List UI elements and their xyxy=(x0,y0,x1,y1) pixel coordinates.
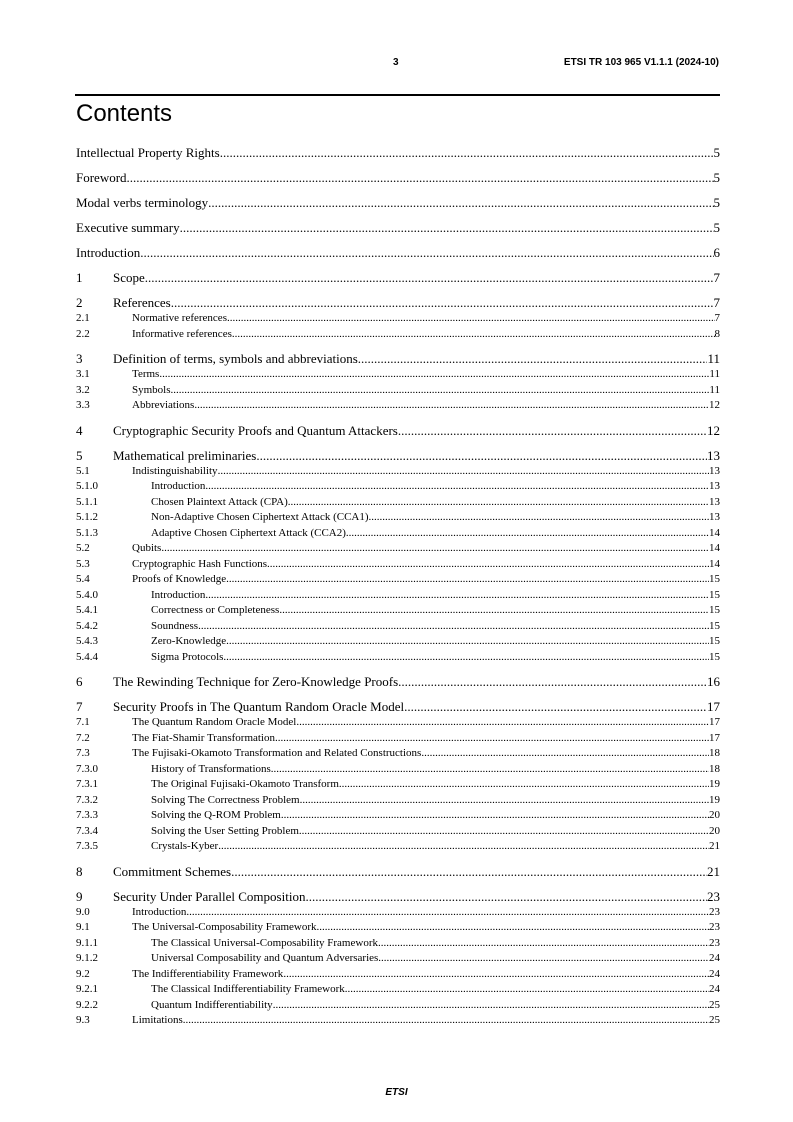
toc-entry-number: 5 xyxy=(76,447,83,463)
toc-entry-page[interactable]: 13 xyxy=(709,464,720,477)
toc-entry-page[interactable]: 21 xyxy=(709,840,720,852)
toc-entry[interactable] xyxy=(76,824,720,840)
toc-entry[interactable] xyxy=(76,889,720,905)
toc-entry-title[interactable]: Solving The Correctness Problem xyxy=(151,793,300,806)
dot-leader xyxy=(267,557,709,573)
dot-leader xyxy=(159,367,709,383)
toc-entry[interactable] xyxy=(76,746,720,762)
dot-leader xyxy=(281,808,709,824)
dot-leader xyxy=(161,541,709,557)
toc-entry-title[interactable]: Non-Adaptive Chosen Ciphertext Attack (CCA1) xyxy=(151,511,369,523)
toc-entry-page[interactable]: 13 xyxy=(709,480,720,492)
toc-entry-number: 5.1 xyxy=(76,464,90,477)
toc-entry-page[interactable]: 8 xyxy=(714,327,720,340)
toc-entry[interactable] xyxy=(76,998,720,1014)
toc-entry-page[interactable]: 13 xyxy=(709,495,720,508)
toc-entry-number: 7.3.4 xyxy=(76,824,98,837)
toc-entry[interactable] xyxy=(76,495,720,511)
toc-entry-number: 7.3.2 xyxy=(76,793,98,806)
document-id: ETSI TR 103 965 V1.1.1 (2024-10) xyxy=(563,57,719,68)
dot-leader xyxy=(339,777,709,793)
toc-entry-page[interactable]: 11 xyxy=(709,383,720,396)
toc-entry-page[interactable]: 15 xyxy=(709,635,720,647)
toc-entry-number: 9.2.1 xyxy=(76,983,98,995)
toc-entry-title[interactable]: Crystals-Kyber xyxy=(151,840,219,852)
toc-entry[interactable] xyxy=(76,270,720,286)
dot-leader xyxy=(317,920,709,936)
toc-entry-title[interactable]: Introduction xyxy=(151,588,206,601)
toc-entry-number: 7.2 xyxy=(76,731,90,744)
toc-entry-page[interactable]: 12 xyxy=(707,422,720,438)
dot-leader xyxy=(299,824,709,840)
toc-entry[interactable] xyxy=(76,351,720,367)
toc-entry-page[interactable]: 23 xyxy=(709,921,720,933)
toc-entry[interactable] xyxy=(76,650,720,666)
toc-entry-page[interactable]: 24 xyxy=(709,952,720,964)
toc-entry-title[interactable]: Terms xyxy=(132,368,160,380)
toc-entry-page[interactable]: 14 xyxy=(709,526,720,539)
toc-entry[interactable] xyxy=(76,295,720,311)
toc-entry[interactable] xyxy=(76,619,720,635)
toc-entry-number: 5.4.3 xyxy=(76,635,98,647)
dot-leader xyxy=(220,145,714,161)
dot-leader xyxy=(231,864,707,880)
toc-entry[interactable] xyxy=(76,220,720,236)
toc-entry-number: 5.4.4 xyxy=(76,650,98,663)
toc-entry[interactable] xyxy=(76,674,720,690)
toc-entry-page[interactable]: 25 xyxy=(709,1014,720,1026)
toc-entry-number: 9.1 xyxy=(76,921,90,933)
toc-entry-page[interactable]: 17 xyxy=(709,731,720,744)
toc-entry-title[interactable]: Definition of terms, symbols and abbreviations xyxy=(113,351,358,366)
toc-entry[interactable] xyxy=(76,967,720,983)
toc-entry-title[interactable]: Security Proofs in The Quantum Random Oracle Model xyxy=(113,699,405,714)
dot-leader xyxy=(232,327,715,343)
toc-entry-title[interactable]: Adaptive Chosen Ciphertext Attack (CCA2) xyxy=(151,526,346,539)
page-title: Contents xyxy=(76,100,173,127)
dot-leader xyxy=(208,195,713,211)
toc-entry-page[interactable]: 24 xyxy=(709,967,720,980)
page-number: 3 xyxy=(393,57,399,68)
dot-leader xyxy=(378,936,709,952)
dot-leader xyxy=(205,479,709,495)
dot-leader xyxy=(404,699,707,715)
toc-entry-title[interactable]: Modal verbs terminology xyxy=(76,195,209,210)
toc-entry-number: 5.3 xyxy=(76,557,90,570)
toc-entry[interactable] xyxy=(76,383,720,399)
toc-entry-title[interactable]: The Classical Indifferentiability Framework xyxy=(151,983,345,995)
toc-entry-title[interactable]: Scope xyxy=(113,270,145,285)
toc-entry-title[interactable]: The Quantum Random Oracle Model xyxy=(132,716,297,728)
toc-entry[interactable] xyxy=(76,464,720,480)
toc-entry[interactable] xyxy=(76,367,720,383)
toc-entry-number: 5.1.2 xyxy=(76,511,98,523)
toc-entry-page[interactable]: 18 xyxy=(709,747,720,759)
dot-leader xyxy=(279,603,709,619)
dot-leader xyxy=(218,839,709,855)
toc-entry-page[interactable]: 23 xyxy=(707,888,720,904)
dot-leader xyxy=(398,423,707,439)
toc-entry[interactable] xyxy=(76,603,720,619)
toc-entry-page[interactable]: 15 xyxy=(709,573,720,585)
dot-leader xyxy=(171,295,714,311)
dot-leader xyxy=(346,526,709,542)
toc-entry-page[interactable]: 11 xyxy=(707,351,720,366)
dot-leader xyxy=(378,951,709,967)
dot-leader xyxy=(186,905,709,921)
toc-entry-number: 7.3.1 xyxy=(76,778,98,790)
toc-entry[interactable] xyxy=(76,777,720,793)
toc-entry-page[interactable]: 14 xyxy=(709,557,720,570)
dot-leader xyxy=(205,588,709,604)
toc-entry-number: 9.2 xyxy=(76,967,90,980)
toc-entry-number: 3 xyxy=(76,351,83,366)
toc-entry[interactable] xyxy=(76,327,720,343)
toc-entry-title[interactable]: Qubits xyxy=(132,542,162,554)
dot-leader xyxy=(256,448,707,464)
toc-entry-number: 9.1.2 xyxy=(76,952,98,964)
dot-leader xyxy=(345,982,709,998)
dot-leader xyxy=(273,998,709,1014)
dot-leader xyxy=(296,715,709,731)
dot-leader xyxy=(180,220,714,236)
toc-entry-page[interactable]: 13 xyxy=(707,447,720,463)
toc-entry-number: 9.0 xyxy=(76,905,90,918)
toc-entry-title[interactable]: Solving the User Setting Problem xyxy=(151,824,299,837)
toc-entry-title[interactable]: Intellectual Property Rights xyxy=(76,145,220,160)
toc-entry-number: 5.1.1 xyxy=(76,495,98,508)
toc-entry[interactable] xyxy=(76,982,720,998)
toc-entry[interactable] xyxy=(76,311,720,327)
toc-entry[interactable] xyxy=(76,762,720,778)
toc-entry[interactable] xyxy=(76,920,720,936)
toc-entry[interactable] xyxy=(76,195,720,211)
dot-leader xyxy=(288,495,709,511)
toc-entry-number: 3.2 xyxy=(76,383,90,396)
dot-leader xyxy=(398,674,707,690)
toc-entry[interactable] xyxy=(76,699,720,715)
toc-entry[interactable] xyxy=(76,572,720,588)
toc-entry-page[interactable]: 23 xyxy=(709,936,720,949)
toc-entry-title[interactable]: Security Under Parallel Composition xyxy=(113,888,306,904)
page-header xyxy=(75,0,720,96)
dot-leader xyxy=(275,731,709,747)
toc-entry-number: 5.4 xyxy=(76,573,90,585)
toc-entry[interactable] xyxy=(76,398,720,414)
toc-entry-page[interactable]: 13 xyxy=(709,511,720,523)
toc-entry-title[interactable]: The Fiat-Shamir Transformation xyxy=(132,731,275,744)
dot-leader xyxy=(283,967,709,983)
toc-entry-title[interactable]: Limitations xyxy=(132,1014,183,1026)
toc-entry-page[interactable]: 15 xyxy=(709,650,720,663)
toc-entry[interactable] xyxy=(76,541,720,557)
toc-entry[interactable] xyxy=(76,1013,720,1029)
dot-leader xyxy=(145,270,714,286)
toc-entry-title[interactable]: Informative references xyxy=(132,327,232,340)
toc-entry-page[interactable]: 21 xyxy=(707,863,720,879)
toc-entry-page[interactable]: 11 xyxy=(709,368,720,380)
toc-entry-title[interactable]: Foreword xyxy=(76,170,127,185)
toc-entry-number: 5.4.1 xyxy=(76,604,98,616)
toc-entry-page[interactable]: 5 xyxy=(713,195,720,210)
toc-entry-number: 2.1 xyxy=(76,312,90,324)
toc-entry[interactable] xyxy=(76,634,720,650)
toc-entry-title[interactable]: The Rewinding Technique for Zero-Knowledge Proofs xyxy=(113,674,399,689)
toc-entry-number: 9.3 xyxy=(76,1014,90,1026)
toc-entry-number: 9.1.1 xyxy=(76,936,98,949)
toc-entry-number: 3.1 xyxy=(76,368,90,380)
dot-leader xyxy=(194,398,709,414)
toc-entry-number: 1 xyxy=(76,270,83,285)
toc-entry-number: 9 xyxy=(76,888,83,904)
toc-entry-number: 9.2.2 xyxy=(76,998,98,1011)
toc-entry-title[interactable]: The Universal-Composability Framework xyxy=(132,921,317,933)
toc-entry[interactable] xyxy=(76,864,720,880)
toc-entry-page[interactable]: 20 xyxy=(709,809,720,821)
toc-entry-title[interactable]: Cryptographic Hash Functions xyxy=(132,557,268,570)
dot-leader xyxy=(218,464,709,480)
toc-entry-page[interactable]: 15 xyxy=(709,619,720,632)
dot-leader xyxy=(421,746,709,762)
dot-leader xyxy=(227,311,715,327)
toc-entry-title[interactable]: Solving the Q-ROM Problem xyxy=(151,809,281,821)
toc-entry-page[interactable]: 7 xyxy=(714,312,720,324)
toc-entry-title[interactable]: Abbreviations xyxy=(132,399,195,411)
toc-entry-page[interactable]: 16 xyxy=(707,674,720,689)
toc-entry-number: 2.2 xyxy=(76,327,90,340)
toc-entry-title[interactable]: The Original Fujisaki-Okamoto Transform xyxy=(151,778,339,790)
toc-entry-number: 5.4.2 xyxy=(76,619,98,632)
dot-leader xyxy=(226,572,709,588)
toc-entry-number: 5.4.0 xyxy=(76,588,98,601)
dot-leader xyxy=(305,889,707,905)
toc-entry-title[interactable]: Universal Composability and Quantum Adversaries xyxy=(151,952,379,964)
toc-entry-page[interactable]: 6 xyxy=(713,245,720,260)
toc-entry-page[interactable]: 7 xyxy=(713,270,720,285)
toc-entry-number: 4 xyxy=(76,422,83,438)
toc-entry-title[interactable]: Mathematical preliminaries xyxy=(113,447,257,463)
toc-entry[interactable] xyxy=(76,526,720,542)
toc-entry[interactable] xyxy=(76,588,720,604)
toc-entry-page[interactable]: 19 xyxy=(709,793,720,806)
toc-entry-title[interactable]: Soundness xyxy=(151,619,199,632)
toc-entry-number: 5.1.0 xyxy=(76,480,98,492)
toc-entry-title[interactable]: Correctness or Completeness xyxy=(151,604,280,616)
toc-entry-title[interactable]: Symbols xyxy=(132,383,171,396)
dot-leader xyxy=(226,634,709,650)
dot-leader xyxy=(271,762,709,778)
toc-entry-title[interactable]: Proofs of Knowledge xyxy=(132,573,227,585)
toc-entry-number: 7.3.3 xyxy=(76,809,98,821)
toc-entry-page[interactable]: 7 xyxy=(713,295,720,310)
toc-entry-title[interactable]: History of Transformations xyxy=(151,762,271,775)
toc-entry[interactable] xyxy=(76,145,720,161)
toc-entry-title[interactable]: The Indifferentiability Framework xyxy=(132,967,284,980)
toc-entry-title[interactable]: Cryptographic Security Proofs and Quantum Attackers xyxy=(113,422,398,438)
toc-entry[interactable] xyxy=(76,793,720,809)
toc-entry-page[interactable]: 15 xyxy=(709,588,720,601)
toc-entry[interactable] xyxy=(76,936,720,952)
toc-entry-title[interactable]: Introduction xyxy=(151,480,206,492)
toc-entry-title[interactable]: The Classical Universal-Composability Framework xyxy=(151,936,378,949)
toc-entry-page[interactable]: 17 xyxy=(707,699,720,714)
toc-entry-number: 8 xyxy=(76,863,83,879)
toc-entry-page[interactable]: 14 xyxy=(709,542,720,554)
toc-entry-number: 7.1 xyxy=(76,716,90,728)
toc-entry[interactable] xyxy=(76,715,720,731)
toc-entry-title[interactable]: Commitment Schemes xyxy=(113,863,232,879)
dot-leader xyxy=(127,170,714,186)
toc-entry-number: 7.3.5 xyxy=(76,840,98,852)
toc-entry-title[interactable]: Executive summary xyxy=(76,220,180,235)
toc-entry[interactable] xyxy=(76,557,720,573)
toc-entry[interactable] xyxy=(76,448,720,464)
toc-entry-number: 7.3 xyxy=(76,747,90,759)
toc-entry-page[interactable]: 15 xyxy=(709,604,720,616)
dot-leader xyxy=(300,793,709,809)
dot-leader xyxy=(171,383,710,399)
toc-entry-title[interactable]: Chosen Plaintext Attack (CPA) xyxy=(151,495,288,508)
dot-leader xyxy=(183,1013,709,1029)
dot-leader xyxy=(369,510,709,526)
toc-entry-page[interactable]: 5 xyxy=(713,220,720,235)
toc-entry-number: 5.1.3 xyxy=(76,526,98,539)
toc-entry-page[interactable]: 5 xyxy=(713,145,720,160)
toc-entry[interactable] xyxy=(76,905,720,921)
toc-entry[interactable] xyxy=(76,731,720,747)
toc-entry[interactable] xyxy=(76,170,720,186)
toc-entry-number: 2 xyxy=(76,295,83,310)
toc-entry-page[interactable]: 24 xyxy=(709,983,720,995)
toc-entry-title[interactable]: References xyxy=(113,295,171,310)
toc-entry[interactable] xyxy=(76,808,720,824)
toc-entry-title[interactable]: Introduction xyxy=(76,245,141,260)
toc-entry[interactable] xyxy=(76,423,720,439)
toc-entry-number: 7 xyxy=(76,699,83,714)
toc-entry-page[interactable]: 17 xyxy=(709,716,720,728)
toc-entry-number: 7.3.0 xyxy=(76,762,98,775)
toc-entry[interactable] xyxy=(76,510,720,526)
toc-entry-title[interactable]: Introduction xyxy=(132,905,187,918)
toc-entry-page[interactable]: 23 xyxy=(709,905,720,918)
page-footer: ETSI xyxy=(385,1087,408,1098)
toc-entry-page[interactable]: 25 xyxy=(709,998,720,1011)
toc-entry[interactable] xyxy=(76,951,720,967)
toc-entry-title[interactable]: The Fujisaki-Okamoto Transformation and Related Constructions xyxy=(132,747,422,759)
toc-entry-title[interactable]: Sigma Protocols xyxy=(151,650,224,663)
toc-entry-number: 6 xyxy=(76,674,83,689)
toc-entry-title[interactable]: Zero-Knowledge xyxy=(151,635,227,647)
toc-entry-title[interactable]: Quantum Indifferentiability xyxy=(151,998,273,1011)
toc-entry[interactable] xyxy=(76,839,720,855)
toc-entry-page[interactable]: 18 xyxy=(709,762,720,775)
toc-entry-number: 5.2 xyxy=(76,542,90,554)
dot-leader xyxy=(358,351,708,367)
toc-entry-title[interactable]: Normative references xyxy=(132,312,227,324)
dot-leader xyxy=(223,650,709,666)
toc-entry-page[interactable]: 5 xyxy=(713,170,720,185)
toc-entry-page[interactable]: 19 xyxy=(709,778,720,790)
toc-entry[interactable] xyxy=(76,479,720,495)
toc-entry-title[interactable]: Indistinguishability xyxy=(132,464,218,477)
toc-entry-page[interactable]: 20 xyxy=(709,824,720,837)
dot-leader xyxy=(140,245,713,261)
dot-leader xyxy=(198,619,709,635)
table-of-contents xyxy=(76,145,720,1029)
toc-entry-number: 3.3 xyxy=(76,399,90,411)
toc-entry[interactable] xyxy=(76,245,720,261)
toc-entry-page[interactable]: 12 xyxy=(709,399,720,411)
